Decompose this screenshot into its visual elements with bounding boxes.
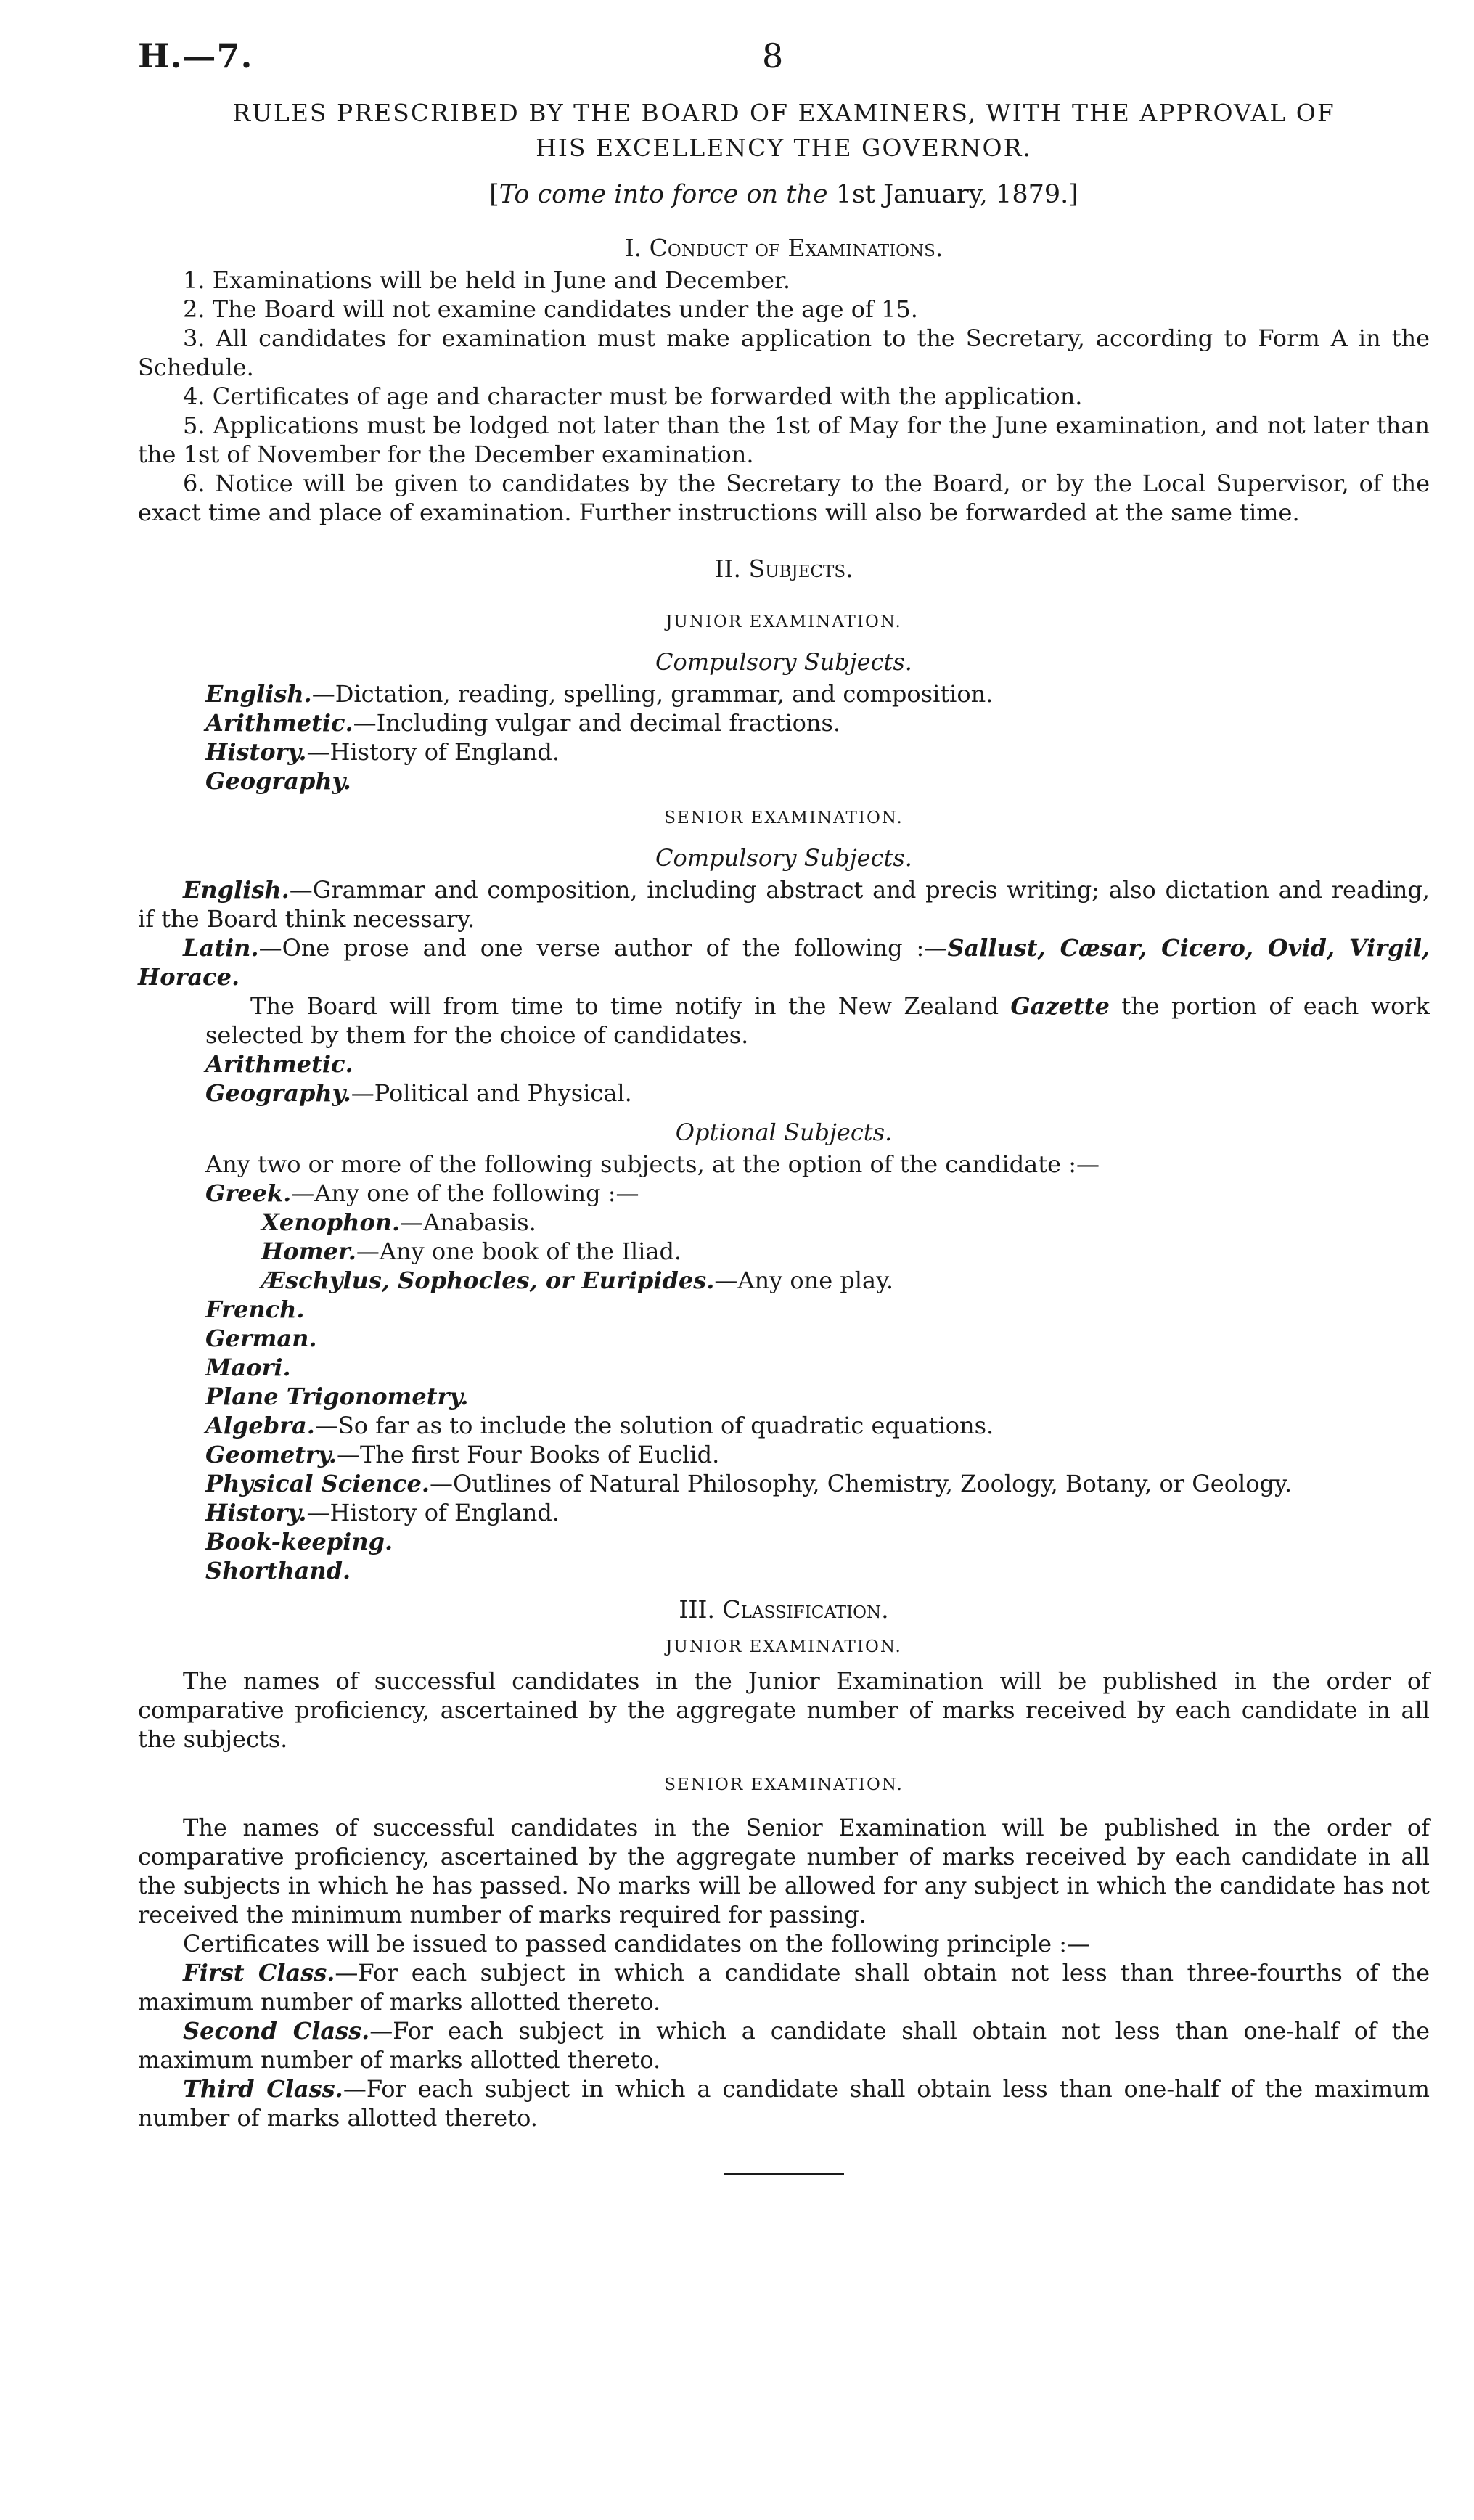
subject-line: [138, 737, 1430, 766]
class-text: —For each subject in which a candidate shall obtain not less than three-fourths of the maximum number of marks allotted thereto.: [138, 1959, 1430, 2016]
document-title: [138, 96, 1430, 165]
section-1-heading: I. Conduct of Examinations.: [624, 234, 943, 262]
subject-name: German.: [205, 1325, 317, 1352]
class-text: —For each subject in which a candidate shall obtain less than one-half of the maximum number of marks allotted thereto.: [138, 2075, 1430, 2132]
subject-name: Arithmetic.: [205, 1050, 353, 1078]
optional-heading: Optional Subjects.: [675, 1118, 893, 1146]
rule-item: 3. All candidates for examination must make application to the Secretary, according to Form A in the Schedule.: [138, 324, 1430, 381]
class-text: —For each subject in which a candidate shall obtain not less than one-half of the maximum number of marks allotted thereto.: [138, 2017, 1430, 2074]
subject-line: [138, 1179, 1430, 1208]
subject-text: —One prose and one verse author of the following :—: [258, 934, 948, 962]
subject-name: History.: [205, 738, 307, 766]
subject-name: English.: [205, 680, 312, 708]
subject-line: [138, 1079, 1430, 1108]
rule-item: 5. Applications must be lodged not later than the 1st of May for the June examination, and not later than the 1st of November for the December examination.: [138, 412, 1430, 468]
title-line-1: RULES PRESCRIBED BY THE BOARD OF EXAMINERS, WITH THE APPROVAL OF: [232, 99, 1335, 127]
subject-text: —Dictation, reading, spelling, grammar, and composition.: [311, 680, 994, 708]
senior-compulsory-subjects: [138, 875, 1430, 1108]
subject-name: Greek.: [205, 1179, 292, 1207]
rule-item: 6. Notice will be given to candidates by the Secretary to the Board, or by the Local Supervisor, of the exact time and place of examination. Further instructions will also be forwarded at the same time.: [138, 470, 1430, 526]
subject-line: [138, 933, 1430, 991]
classification-junior-heading: JUNIOR EXAMINATION.: [666, 1637, 902, 1656]
classification-junior-text: The names of successful candidates in the Junior Examination will be published in the order of comparative proficiency, ascertained by the aggregate number of marks received by each candidate in all the subjects.: [138, 1667, 1430, 1753]
gazette-name: Gazette: [1010, 992, 1110, 1020]
subject-name: Physical Science.: [205, 1470, 430, 1497]
page-number: 8: [762, 36, 784, 75]
author-name: Æschylus, Sophocles, or Euripides.: [261, 1267, 715, 1294]
subject-name: Geometry.: [205, 1441, 337, 1468]
subject-name: Algebra.: [205, 1412, 315, 1439]
latin-authors: Sallust, Cæsar, Cicero, Ovid, Virgil, Horace.: [138, 934, 1430, 991]
note-date: 1st January, 1879.]: [835, 180, 1078, 209]
junior-subjects: [138, 679, 1430, 795]
section-3-heading: III. Classification.: [679, 1595, 889, 1624]
class-name: Third Class.: [183, 2075, 343, 2103]
subject-name: Latin.: [183, 934, 259, 962]
subject-text: —So far as to include the solution of quadratic equations.: [314, 1412, 994, 1439]
section-1-items: [138, 266, 1430, 527]
page-header: [138, 29, 1430, 91]
subject-name: Book-keeping.: [205, 1528, 393, 1555]
greek-item: [138, 1266, 1430, 1295]
subject-text: —Any one of the following :—: [291, 1179, 639, 1207]
subject-line: [138, 708, 1430, 737]
subject-text: —History of England.: [306, 1499, 560, 1526]
rule-item: 1. Examinations will be held in June and December.: [183, 266, 790, 294]
subject-line: [138, 875, 1430, 933]
subject-name: Arithmetic.: [205, 709, 353, 737]
class-line: [138, 1958, 1430, 2016]
greek-item: [138, 1237, 1430, 1266]
subject-line: [138, 1556, 1430, 1585]
subject-line: [138, 679, 1430, 708]
rule-item: 4. Certificates of age and character must be forwarded with the application.: [183, 382, 1083, 410]
latin-note-b: the portion of each work selected by them for the choice of candidates.: [205, 992, 1430, 1049]
subject-name: Geography.: [205, 767, 351, 795]
subject-name: Geography.: [205, 1079, 351, 1107]
subject-line: [138, 1353, 1430, 1382]
subject-line: [138, 1382, 1430, 1411]
subject-name: Maori.: [205, 1354, 291, 1381]
note-bracket: [: [489, 180, 499, 209]
document-page: [138, 29, 1430, 2175]
junior-compulsory-heading: Compulsory Subjects.: [655, 648, 912, 676]
subject-line: [138, 1050, 1430, 1079]
subject-text: —The first Four Books of Euclid.: [336, 1441, 720, 1468]
subject-text: —Including vulgar and decimal fractions.: [353, 709, 841, 737]
subject-text: —History of England.: [306, 738, 560, 766]
subject-name: English.: [183, 876, 290, 904]
effective-date-note: [138, 177, 1430, 212]
class-name: First Class.: [183, 1959, 335, 1987]
senior-exam-heading: SENIOR EXAMINATION.: [664, 809, 904, 827]
subject-line: [138, 766, 1430, 795]
subject-line: [138, 1469, 1430, 1498]
latin-note: [138, 991, 1430, 1050]
title-line-2: HIS EXCELLENCY THE GOVERNOR.: [536, 134, 1032, 162]
document-code: H.—7.: [138, 36, 253, 75]
subject-line: [138, 1527, 1430, 1556]
author-name: Xenophon.: [261, 1208, 401, 1236]
optional-intro: Any two or more of the following subjects, at the option of the candidate :—: [205, 1150, 1100, 1178]
greek-item: [138, 1208, 1430, 1237]
subject-line: [138, 1440, 1430, 1469]
optional-subjects: [138, 1150, 1430, 1585]
subject-text: —Political and Physical.: [351, 1079, 632, 1107]
subject-name: Plane Trigonometry.: [205, 1383, 469, 1410]
subject-text: —Grammar and composition, including abstract and precis writing; also dictation and reading, if the Board think necessary.: [138, 876, 1430, 933]
rule-item: 2. The Board will not examine candidates under the age of 15.: [183, 295, 918, 323]
author-name: Homer.: [261, 1238, 356, 1265]
subject-line: [138, 1411, 1430, 1440]
senior-compulsory-heading: Compulsory Subjects.: [655, 844, 912, 872]
class-line: [138, 2016, 1430, 2074]
subject-line: [138, 1498, 1430, 1527]
subject-name: French.: [205, 1296, 305, 1323]
subject-name: History.: [205, 1499, 307, 1526]
end-rule: [724, 2173, 844, 2175]
classification-senior-heading: SENIOR EXAMINATION.: [664, 1775, 904, 1794]
junior-exam-heading: JUNIOR EXAMINATION.: [666, 613, 902, 631]
certificates-text: Certificates will be issued to passed candidates on the following principle :—: [183, 1930, 1091, 1958]
subject-name: Shorthand.: [205, 1557, 351, 1584]
subject-text: —Outlines of Natural Philosophy, Chemistry, Zoology, Botany, or Geology.: [429, 1470, 1292, 1497]
class-name: Second Class.: [183, 2017, 370, 2045]
class-line: [138, 2074, 1430, 2132]
author-text: —Anabasis.: [400, 1208, 536, 1236]
author-text: —Any one book of the Iliad.: [356, 1238, 682, 1265]
section-2-heading: II. Subjects.: [714, 555, 853, 583]
classification-senior-text: The names of successful candidates in the Senior Examination will be published in the order of comparative proficiency, ascertained by the aggregate number of marks received by each candidate in all the subjects in which he has passed. No marks will be allowed for any subject in which the candidate has not received the minimum number of marks required for passing.: [138, 1814, 1430, 1928]
author-text: —Any one play.: [714, 1267, 894, 1294]
subject-line: [138, 1324, 1430, 1353]
note-italic: To come into force on the: [499, 180, 828, 209]
subject-line: [138, 1295, 1430, 1324]
latin-note-a: The Board will from time to time notify in the New Zealand: [250, 992, 999, 1020]
